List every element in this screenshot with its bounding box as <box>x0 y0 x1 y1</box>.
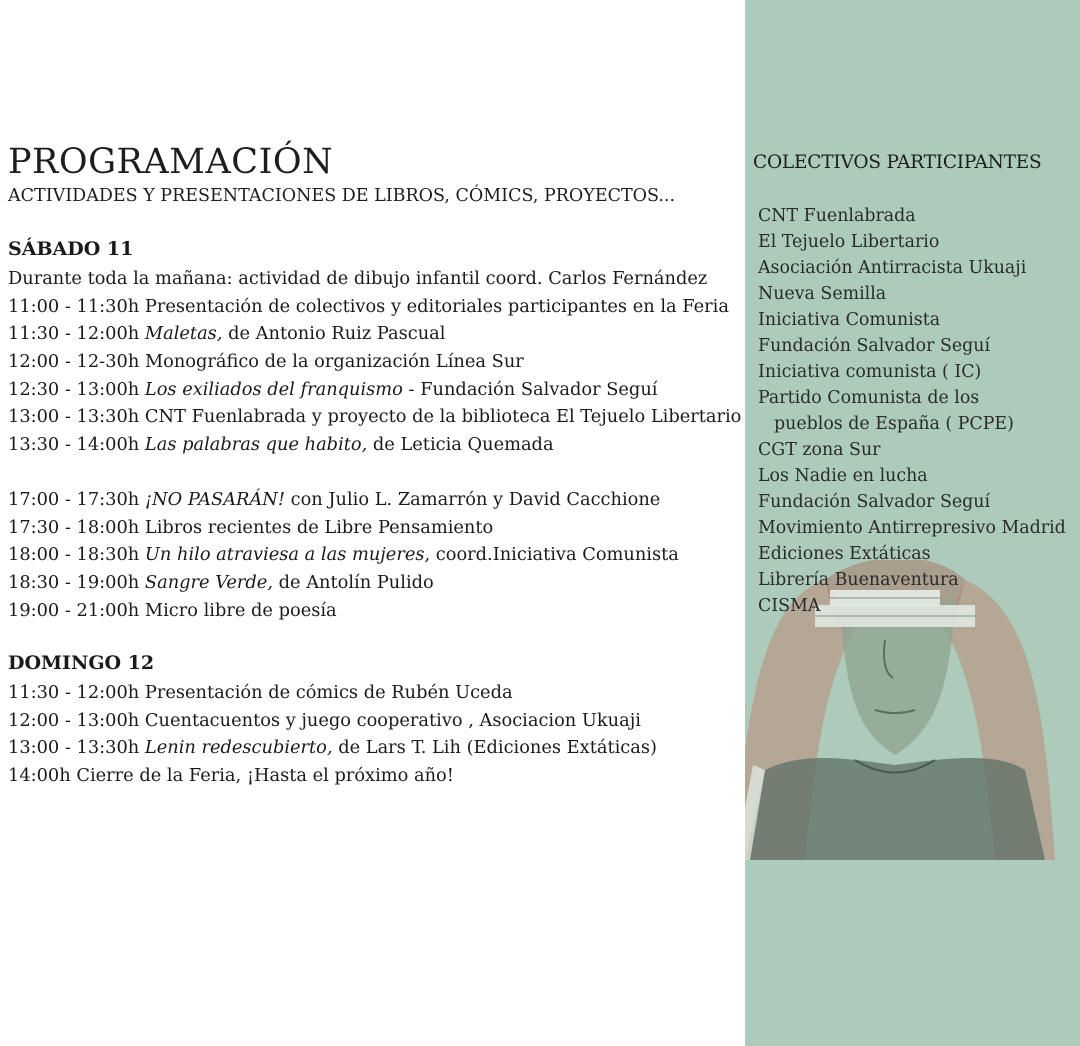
colectivo-item: El Tejuelo Libertario <box>758 232 940 252</box>
schedule-description: CNT Fuenlabrada y proyecto de la biblioteca El Tejuelo Libertario <box>144 406 742 428</box>
schedule-time: 17:30 - 18:00h <box>8 516 140 538</box>
colectivo-item: Los Nadie en lucha <box>758 466 928 486</box>
schedule-time: 17:00 - 17:30h <box>8 489 140 510</box>
schedule-time: 12:00 - 13:00h <box>8 709 140 731</box>
colectivo-item: Librería Buenaventura <box>758 570 959 590</box>
colectivo-item: CGT zona Sur <box>758 440 881 460</box>
schedule-item <box>8 707 657 735</box>
schedule-item <box>8 762 657 790</box>
schedule-time: 11:30 - 12:00h <box>8 682 140 703</box>
schedule-title: Sangre Verde, <box>144 572 273 594</box>
schedule-title: ¡NO PASARÁN! <box>144 489 285 510</box>
schedule-item <box>8 514 679 542</box>
schedule-time: 11:30 - 12:00h <box>8 323 140 345</box>
schedule-title: Un hilo atraviesa a las mujeres <box>144 544 425 566</box>
schedule-title: Las palabras que habito, <box>144 434 368 456</box>
colectivo-item: Nueva Semilla <box>758 284 887 304</box>
schedule-time: 12:00 - 12-30h <box>8 351 140 373</box>
schedule-title: Maletas, <box>144 323 223 345</box>
colectivo-item: Fundación Salvador Seguí <box>758 336 991 356</box>
schedule-time: 13:30 - 14:00h <box>8 434 140 456</box>
schedule-time: 12:30 - 13:00h <box>8 378 140 400</box>
schedule-time: 18:30 - 19:00h <box>8 572 140 594</box>
schedule-item <box>8 320 741 348</box>
sabado-intro: Durante toda la mañana: actividad de dibujo infantil coord. Carlos Fernández <box>8 268 708 289</box>
schedule-item <box>8 348 741 376</box>
schedule-item <box>8 734 657 762</box>
sabado-morning-list <box>8 265 707 293</box>
colectivo-item: Partido Comunista de los <box>758 388 980 408</box>
schedule-description: Presentación de colectivos y editoriales participantes en la Feria <box>144 295 729 317</box>
page-subtitle: ACTIVIDADES Y PRESENTACIONES DE LIBROS, CÓMICS, PROYECTOS... <box>8 186 676 206</box>
colectivo-item: Fundación Salvador Seguí <box>758 492 991 512</box>
schedule-time: 11:00 - 11:30h <box>8 295 140 317</box>
colectivo-item: Movimiento Antirrepresivo Madrid <box>758 518 1066 538</box>
schedule-time: 13:00 - 13:30h <box>8 737 140 759</box>
schedule-description: de Lars T. Lih (Ediciones Extáticas) <box>338 737 657 759</box>
page-title: PROGRAMACIÓN <box>8 142 334 182</box>
colectivos-list <box>758 203 1066 619</box>
colectivo-item: Asociación Antirracista Ukuaji <box>758 258 1027 278</box>
schedule-item <box>8 403 741 431</box>
schedule-description: Cuentacuentos y juego cooperativo , Asociacion Ukuaji <box>144 709 641 731</box>
colectivo-item: CNT Fuenlabrada <box>758 206 916 226</box>
colectivo-item: Ediciones Extáticas <box>758 544 931 564</box>
schedule-item <box>8 679 657 707</box>
schedule-description: , coord.Iniciativa Comunista <box>424 544 679 566</box>
schedule-item <box>8 431 741 459</box>
schedule-time: 19:00 - 21:00h <box>8 599 140 621</box>
domingo-heading: DOMINGO 12 <box>8 652 155 674</box>
sabado-schedule <box>8 293 741 459</box>
schedule-time: 13:00 - 13:30h <box>8 406 140 428</box>
sabado-heading: SÁBADO 11 <box>8 238 134 260</box>
schedule-description: Micro libre de poesía <box>144 599 337 621</box>
colectivos-title: COLECTIVOS PARTICIPANTES <box>753 152 1042 173</box>
colectivo-item: CISMA <box>758 596 821 616</box>
colectivo-item: pueblos de España ( PCPE) <box>774 414 1014 434</box>
schedule-item <box>8 569 679 597</box>
schedule-time: 14:00h <box>8 765 71 787</box>
schedule-description: con Julio L. Zamarrón y David Cacchione <box>290 489 661 510</box>
colectivo-item: Iniciativa Comunista <box>758 310 941 330</box>
schedule-time: 18:00 - 18:30h <box>8 544 140 566</box>
schedule-description: Libros recientes de Libre Pensamiento <box>144 516 494 538</box>
schedule-item <box>8 293 741 321</box>
colectivos-panel <box>745 0 1080 1046</box>
domingo-schedule <box>8 679 657 790</box>
schedule-title: Los exiliados del franquismo <box>144 378 403 400</box>
colectivo-item: Iniciativa comunista ( IC) <box>758 362 982 382</box>
schedule-title: Lenin redescubierto, <box>144 737 333 759</box>
schedule-description: de Leticia Quemada <box>372 434 554 456</box>
schedule-description: Presentación de cómics de Rubén Uceda <box>144 682 513 703</box>
schedule-description: Cierre de la Feria, ¡Hasta el próximo año! <box>76 765 454 787</box>
sabado-afternoon-schedule <box>8 486 679 624</box>
schedule-item <box>8 597 679 625</box>
schedule-item <box>8 376 741 404</box>
schedule-item <box>8 541 679 569</box>
schedule-item <box>8 486 679 514</box>
schedule-description: Monográfico de la organización Línea Sur <box>144 351 524 373</box>
schedule-description: de Antolín Pulido <box>278 572 434 594</box>
schedule-description: de Antonio Ruiz Pascual <box>228 323 446 345</box>
schedule-description: - Fundación Salvador Seguí <box>408 378 658 400</box>
